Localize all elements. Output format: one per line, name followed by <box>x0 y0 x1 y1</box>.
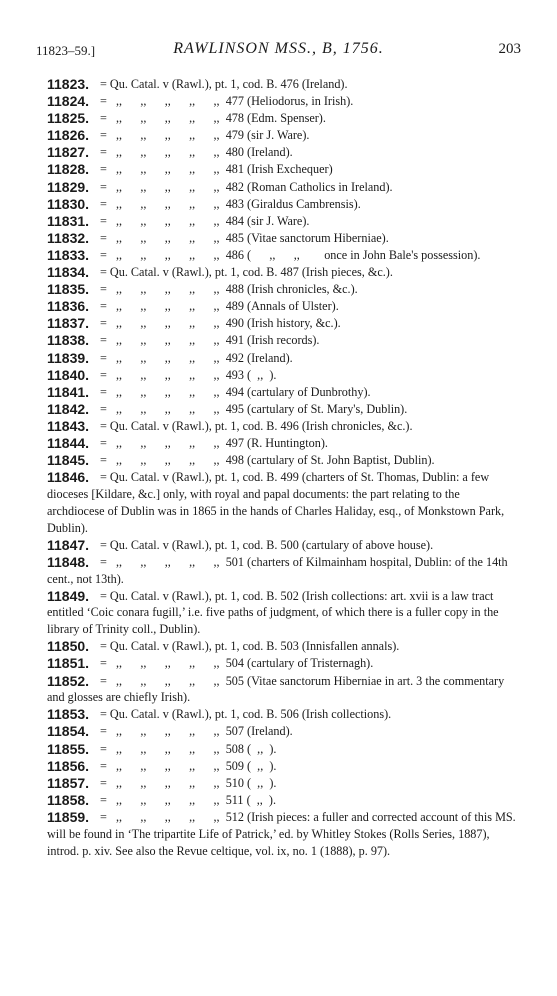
entry-description: = Qu. Catal. v (Rawl.), pt. 1, cod. B. 502 (Irish collections: art. xvii is a law tract entitled ‘Coic conara fugill,’ i.e. five paths of judgment, of which there is a fuller copy in the library of Trinity coll., Dublin). <box>47 588 502 637</box>
catalogue-entry <box>47 196 519 213</box>
entry-number: 11828. <box>47 161 90 178</box>
catalogue-entry <box>47 179 519 196</box>
entry-description: = ,, ,, ,, ,, ,, 501 (charters of Kilmainham hospital, Dublin: of the 14th cent., not 13th). <box>47 554 511 586</box>
entry-number: 11840. <box>47 366 90 383</box>
entry-description: = Qu. Catal. v (Rawl.), pt. 1, cod. B. 499 (charters of St. Thomas, Dublin: a few dioceses [Kildare, &c.] only, with royal and papal documents: the part relating to the archdiocese of Dublin was in 1865 in the hands of Charles Haliday, esq., of Monkstown Park, Dublin). <box>47 470 508 535</box>
catalogue-entry <box>47 588 519 638</box>
entry-number: 11855. <box>47 740 90 757</box>
entry-description: = ,, ,, ,, ,, ,, 512 (Irish pieces: a fuller and corrected account of this MS. will be found in ‘The tripartite Life of Patrick,’ ed. by Whitley Stokes (Rolls Series, 1887), introd. p. xiv. See also the Revue celtique, vol. ix, no. 1 (1888), p. 97). <box>47 809 519 858</box>
entry-number: 11845. <box>47 452 90 469</box>
catalogue-entry <box>47 809 519 859</box>
entry-description: = ,, ,, ,, ,, ,, 488 (Irish chronicles, &c.). <box>100 282 358 297</box>
entry-description: = ,, ,, ,, ,, ,, 490 (Irish history, &c.). <box>100 316 341 331</box>
entry-number: 11827. <box>47 144 90 161</box>
entry-description: = ,, ,, ,, ,, ,, 495 (cartulary of St. Mary's, Dublin). <box>100 401 408 416</box>
entry-number: 11849. <box>47 587 90 604</box>
entry-number: 11826. <box>47 127 90 144</box>
entry-number: 11824. <box>47 93 90 110</box>
catalogue-entry <box>47 161 519 178</box>
entry-description: = ,, ,, ,, ,, ,, 489 (Annals of Ulster). <box>100 299 339 314</box>
page-title: RAWLINSON MSS., B, 1756. <box>173 40 384 57</box>
entry-number: 11836. <box>47 298 90 315</box>
catalogue-entry <box>47 298 519 315</box>
catalogue-entry <box>47 127 519 144</box>
catalogue-entry <box>47 247 519 264</box>
entry-description: = ,, ,, ,, ,, ,, 492 (Ireland). <box>100 350 293 365</box>
catalogue-entry <box>47 554 519 588</box>
entry-number: 11848. <box>47 553 90 570</box>
entry-description: = ,, ,, ,, ,, ,, 491 (Irish records). <box>100 333 320 348</box>
entry-number: 11830. <box>47 195 90 212</box>
entry-number: 11846. <box>47 469 90 486</box>
entry-description: = ,, ,, ,, ,, ,, 484 (sir J. Ware). <box>100 213 310 228</box>
catalogue-entry <box>47 315 519 332</box>
entry-number: 11839. <box>47 349 90 366</box>
catalogue-entry <box>47 144 519 161</box>
catalogue-entry <box>47 281 519 298</box>
entry-number: 11834. <box>47 264 90 281</box>
entry-number: 11852. <box>47 672 90 689</box>
entry-number: 11832. <box>47 229 90 246</box>
catalogue-entry <box>47 775 519 792</box>
entry-description: = Qu. Catal. v (Rawl.), pt. 1, cod. B. 476 (Ireland). <box>100 77 348 91</box>
catalogue-entry <box>47 350 519 367</box>
entry-number: 11850. <box>47 638 90 655</box>
entry-number: 11825. <box>47 110 90 127</box>
running-head <box>36 40 521 64</box>
catalogue-entry <box>47 367 519 384</box>
catalogue-entry <box>47 384 519 401</box>
entry-number: 11823. <box>47 76 90 92</box>
page-number: 203 <box>498 41 521 57</box>
entry-number: 11859. <box>47 808 90 825</box>
entry-number: 11853. <box>47 706 90 723</box>
entry-description: = ,, ,, ,, ,, ,, 483 (Giraldus Cambrensis). <box>100 196 361 211</box>
entry-number: 11837. <box>47 315 90 332</box>
entry-description: = Qu. Catal. v (Rawl.), pt. 1, cod. B. 506 (Irish collections). <box>100 707 392 722</box>
entry-number: 11838. <box>47 332 90 349</box>
entry-description: = Qu. Catal. v (Rawl.), pt. 1, cod. B. 500 (cartulary of above house). <box>100 537 434 552</box>
catalogue-entry <box>47 741 519 758</box>
entry-description: = ,, ,, ,, ,, ,, 497 (R. Huntington). <box>100 435 328 450</box>
entry-description: = ,, ,, ,, ,, ,, 511 ( ,, ). <box>100 792 277 807</box>
entry-description: = ,, ,, ,, ,, ,, 480 (Ireland). <box>100 145 293 160</box>
catalogue-entry <box>47 110 519 127</box>
entry-number: 11843. <box>47 417 90 434</box>
entry-description: = ,, ,, ,, ,, ,, 494 (cartulary of Dunbrothy). <box>100 384 371 399</box>
entry-description: = ,, ,, ,, ,, ,, 477 (Heliodorus, in Irish). <box>100 94 354 109</box>
entry-number: 11842. <box>47 400 90 417</box>
catalogue-entry <box>47 638 519 655</box>
catalogue-entry <box>47 332 519 349</box>
catalogue-entry <box>47 792 519 809</box>
entry-description: = ,, ,, ,, ,, ,, 486 ( ,, ,, once in John Bale's possession). <box>100 247 481 262</box>
catalogue-entry <box>47 213 519 230</box>
catalogue-entry <box>47 76 519 93</box>
catalogue-entry <box>47 537 519 554</box>
entry-number: 11857. <box>47 774 90 791</box>
entry-description: = ,, ,, ,, ,, ,, 479 (sir J. Ware). <box>100 128 310 143</box>
entry-description: = ,, ,, ,, ,, ,, 493 ( ,, ). <box>100 367 277 382</box>
entry-number: 11854. <box>47 723 90 740</box>
entry-description: = Qu. Catal. v (Rawl.), pt. 1, cod. B. 487 (Irish pieces, &c.). <box>100 265 393 280</box>
entry-description: = ,, ,, ,, ,, ,, 510 ( ,, ). <box>100 775 277 790</box>
entry-number: 11856. <box>47 757 90 774</box>
entry-description: = ,, ,, ,, ,, ,, 485 (Vitae sanctorum Hiberniae). <box>100 230 389 245</box>
catalogue-entry <box>47 655 519 672</box>
entry-number: 11833. <box>47 246 90 263</box>
entry-number: 11831. <box>47 212 90 229</box>
entry-description: = ,, ,, ,, ,, ,, 478 (Edm. Spenser). <box>100 111 326 126</box>
entry-description: = ,, ,, ,, ,, ,, 508 ( ,, ). <box>100 741 277 756</box>
catalogue-entry <box>47 723 519 740</box>
catalogue-entry <box>47 401 519 418</box>
entry-number: 11858. <box>47 791 90 808</box>
entry-number: 11851. <box>47 655 90 672</box>
entry-description: = ,, ,, ,, ,, ,, 504 (cartulary of Tristernagh). <box>100 656 374 671</box>
catalogue-entry <box>47 418 519 435</box>
entry-description: = ,, ,, ,, ,, ,, 498 (cartulary of St. John Baptist, Dublin). <box>100 453 435 468</box>
catalogue-entry <box>47 435 519 452</box>
entry-range: 11823–59.] <box>36 43 96 58</box>
entry-description: = ,, ,, ,, ,, ,, 482 (Roman Catholics in Ireland). <box>100 179 393 194</box>
entry-description: = ,, ,, ,, ,, ,, 481 (Irish Exchequer) <box>100 162 333 177</box>
entry-number: 11844. <box>47 434 90 451</box>
catalogue-entry <box>47 469 519 536</box>
entry-description: = ,, ,, ,, ,, ,, 509 ( ,, ). <box>100 758 277 773</box>
catalogue-entry <box>47 706 519 723</box>
catalogue-entry <box>47 93 519 110</box>
entry-description: = ,, ,, ,, ,, ,, 505 (Vitae sanctorum Hiberniae in art. 3 the commentary and glosses are chiefly Irish). <box>47 673 508 705</box>
catalogue-entry <box>47 758 519 775</box>
catalogue-entry <box>47 452 519 469</box>
entry-list <box>47 76 519 860</box>
entry-description: = Qu. Catal. v (Rawl.), pt. 1, cod. B. 503 (Innisfallen annals). <box>100 639 400 654</box>
entry-description: = Qu. Catal. v (Rawl.), pt. 1, cod. B. 496 (Irish chronicles, &c.). <box>100 418 413 433</box>
entry-description: = ,, ,, ,, ,, ,, 507 (Ireland). <box>100 724 293 739</box>
catalogue-entry <box>47 230 519 247</box>
catalogue-entry <box>47 673 519 707</box>
entry-number: 11841. <box>47 383 90 400</box>
entry-number: 11847. <box>47 536 90 553</box>
entry-number: 11829. <box>47 178 90 195</box>
entry-number: 11835. <box>47 281 90 298</box>
catalogue-entry <box>47 264 519 281</box>
